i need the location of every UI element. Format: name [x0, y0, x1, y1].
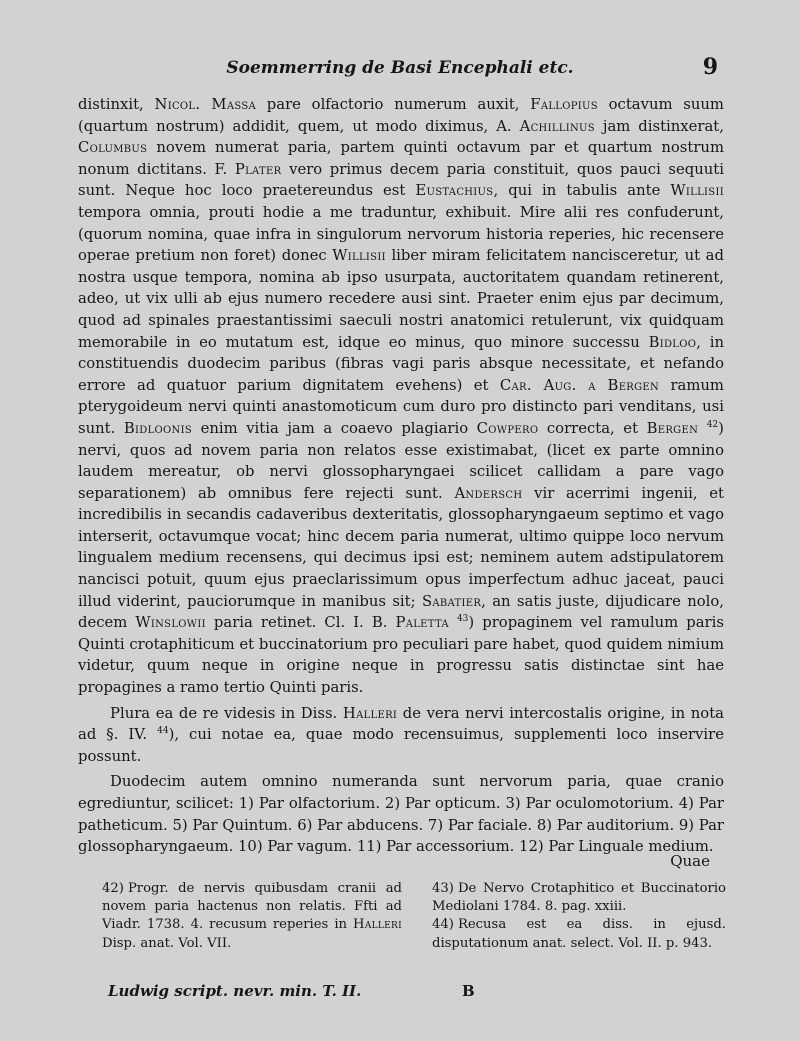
page-footer [108, 982, 728, 1012]
footnote-42: 42) Progr. de nervis quibusdam cranii ad novem paria hactenus non relatis. Ffti ad Viadr. 1738. 4. recusum reperies in Halleri Disp. anat. Vol. VII. [102, 881, 402, 951]
author-name: Achillinus [519, 117, 595, 135]
footnote-43: 43) De Nervo Crotaphitico et Buccinatorio Mediolani 1784. 8. pag. xxiii. [432, 881, 726, 915]
author-name: Nicol. Massa [154, 96, 257, 113]
paragraph-nerve-list: Duodecim autem omnino numeranda sunt nervorum paria, quae cranio egrediuntur, scilicet: 1) Par olfactorium. 2) Par opticum. 3) Par oculomotorium. 4) Par patheticum. 5) Par Quintum. 6) Par abducens. 7) Par faciale. 8) Par auditorium. 9) Par glossopharyngaeum. 10) Par vagum. 11) Par accessorium. 12) Par Linguale medium. [78, 773, 724, 856]
signature-line: Ludwig script. nevr. min. T. II. [108, 982, 362, 1000]
author-name: Fallopius [530, 96, 598, 113]
footnote-ref-44: 44 [157, 726, 169, 737]
author-name: Bergen [646, 419, 699, 437]
author-name: Willisii [332, 247, 386, 265]
author-name: Bidloonis [123, 419, 193, 437]
catchword: Quae [670, 852, 710, 870]
paragraph-history: distinxit, Nicol. Massa pare olfactorio numerum auxit, Fallopius octavum suum (quartum nostrum) addidit, quem, ut modo diximus, A. Achillinus jam distinxerat, Columbus novem numerat paria, partem quinti octavum par et quartum nostrum nonum dictitans. F. Plater vero primus decem paria constituit, quos pauci sequuti sunt. Neque hoc loco praetereundus est Eustachius, qui in tabulis ante Willisii tempora omnia, prouti hodie a me traduntur, exhibuit. Mire alii res confuderunt, (quorum nomina, quae infra in singulorum nervorum historia reperies, hic recensere operae pretium non foret) donec Willisii liber miram felicitatem nancisceretur, ut ad nostra usque tempora, nomina ab ipso usurpata, auctoritatem quandam retinerent, adeo, ut vix ulli ab ejus numero recedere ausi sint. Praeter enim ejus par decimum, quod ad spinales praestantissimi saeculi nostri anatomici retulerunt, vix quidquam memorabile in eo mutatum est, idque eo minus, quo minore successu Bidloo, in constituendis duodecim paribus (fibras vagi paris absque necessitate, et nefando errore ad quatuor parium dignitatem evehens) et Car. Aug. a Bergen ramum pterygoideum nervi quinti anastomoticum cum duro pro distincto pari venditans, usi sunt. Bidloonis enim vitia jam a coaevo plagiario Cowpero correcta, et Bergen $^{42}$) nervi, quos ad novem paria non relatos esse existimabat, (licet ex parte omnino laudem mereatur, ob nervi glossopharyngaei scilicet callidam a pare vago separationem) ab omnibus fere rejecti sunt. Andersch vir acerrimi ingenii, et incredibilis in secandis cadaveribus dexteritatis, glossopharyngaeum septimo et vago interserit, octavumque vocat; hinc decem paria numerat, ultimo quippe loco nervum lingualem medium recensens, qui decimus ipsi est; neminem autem adstipulatorem nancisci potuit, quum ejus praeclarissimum opus imperfectum adhuc jaceat, pauci illud viderint, pauciorumque in manibus sit; Sabatier, an satis juste, dijudicare nolo, decem Winslowii paria retinet. Cl. I. B. Paletta $^{43}$) propaginem vel ramulum paris Quinti crotaphiticum et buccinatorium pro peculiari pare habet, quod quidem nimium videtur, quum neque in origine neque in progressu satis distinctae sint hae propagines a ramo tertio Quinti paris. [78, 96, 724, 697]
author-name: Eustachius [415, 182, 494, 200]
author-name: Car. Aug. a Bergen [499, 376, 660, 394]
footnote-column-right [432, 880, 726, 953]
main-text [78, 94, 724, 858]
author-name: Bidloo [648, 333, 697, 351]
author-name: Sabatier [421, 592, 482, 610]
footnote-44: 44) Recusa est ea diss. in ejusd. disputationum anat. select. Vol. II. p. 943. [432, 917, 726, 951]
author-name: Halleri [342, 704, 398, 722]
author-name: Andersch [454, 484, 523, 502]
author-name: Columbus [78, 139, 148, 157]
signature-mark: B [462, 982, 475, 1000]
footnote-ref-42: 42 [706, 419, 719, 430]
footnote-ref-43: 43 [456, 614, 469, 625]
paragraph-haller: Plura ea de re videsis in Diss. Halleri de vera nervi intercostalis origine, in nota ad §. IV. $^{44}$), cui notae ea, quae modo recensuimus, supplementi loco inservire possunt. [78, 704, 724, 765]
author-name: Halleri [353, 917, 402, 933]
author-name: Plater [234, 160, 282, 178]
running-title: Soemmerring de Basi Encephali etc. [226, 58, 574, 78]
footnote-column-left [102, 880, 402, 953]
author-name: Cowpero [476, 419, 539, 437]
page-number: 9 [702, 54, 718, 80]
page-header [0, 54, 800, 88]
author-name: Willisii [670, 182, 724, 200]
author-name: Winslowii [135, 614, 206, 632]
author-name: Paletta [395, 614, 449, 632]
